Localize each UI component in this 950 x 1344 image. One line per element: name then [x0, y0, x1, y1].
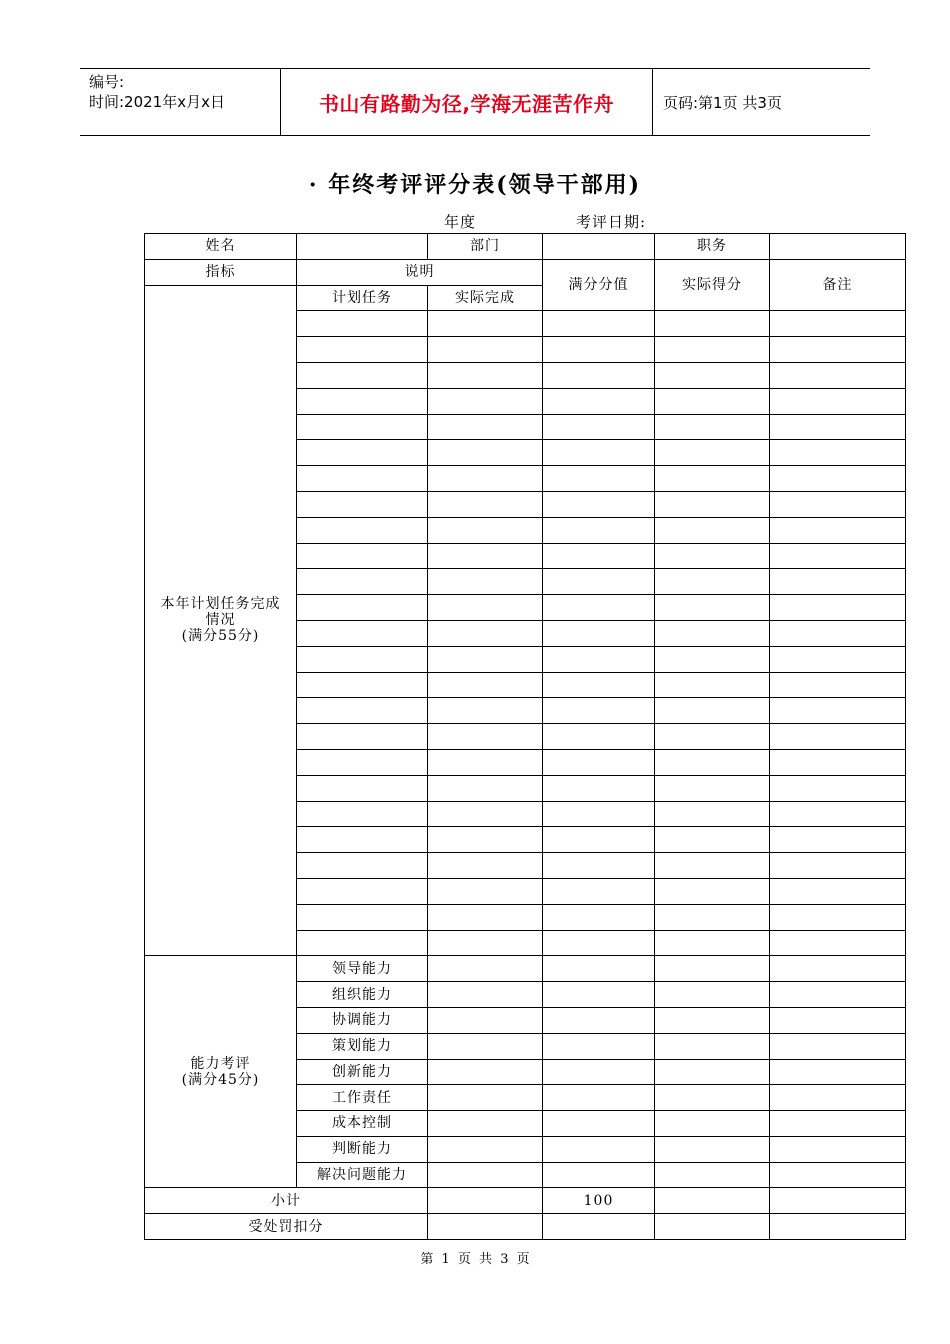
actual-score-cell[interactable]: [655, 466, 770, 492]
actual-done-cell[interactable]: [428, 362, 543, 388]
plan-task-cell[interactable]: [297, 595, 428, 621]
full-score-cell[interactable]: [543, 904, 655, 930]
subtotal-value: 100: [543, 1188, 655, 1214]
indicator-label: 指标: [145, 259, 297, 285]
plan-task-cell[interactable]: [297, 543, 428, 569]
actual-done-cell[interactable]: [428, 878, 543, 904]
actual-done-cell[interactable]: [428, 775, 543, 801]
actual-score-cell[interactable]: [655, 1085, 770, 1111]
table-row: [145, 234, 906, 260]
remark-cell[interactable]: [770, 620, 906, 646]
full-score-cell[interactable]: [543, 775, 655, 801]
ability-actual-cell[interactable]: [428, 1033, 543, 1059]
remark-cell[interactable]: [770, 853, 906, 879]
page-title: · 年终考评评分表(领导干部用): [308, 172, 642, 198]
subtotal-actual-cell[interactable]: [655, 1188, 770, 1214]
section-plan-line1: 本年计划任务完成: [160, 596, 281, 613]
remark-cell[interactable]: [770, 878, 906, 904]
actual-score-cell[interactable]: [655, 620, 770, 646]
actual-score-cell[interactable]: [655, 517, 770, 543]
actual-score-cell[interactable]: [655, 311, 770, 337]
full-score-cell[interactable]: [543, 930, 655, 956]
score-table: [144, 233, 906, 1240]
page-footer: 第 1 页 共 3 页: [420, 1252, 530, 1267]
plan-task-cell[interactable]: [297, 517, 428, 543]
remark-cell[interactable]: [770, 517, 906, 543]
ability-item-label: 组织能力: [297, 982, 428, 1008]
header-page-info: 页码:第1页 共3页: [663, 93, 782, 112]
actual-score-cell[interactable]: [655, 827, 770, 853]
actual-score-cell[interactable]: [655, 672, 770, 698]
plan-task-cell[interactable]: [297, 311, 428, 337]
actual-score-cell[interactable]: [655, 956, 770, 982]
review-date-label: 考评日期:: [576, 213, 647, 231]
full-score-cell[interactable]: [543, 440, 655, 466]
full-score-cell[interactable]: [543, 1162, 655, 1188]
actual-score-cell[interactable]: [655, 904, 770, 930]
remark-cell[interactable]: [770, 1007, 906, 1033]
remark-cell[interactable]: [770, 698, 906, 724]
full-score-cell[interactable]: [543, 982, 655, 1008]
remark-cell[interactable]: [770, 1059, 906, 1085]
actual-score-cell[interactable]: [655, 930, 770, 956]
section-plan-line3: (满分55分): [181, 628, 260, 645]
actual-done-cell[interactable]: [428, 930, 543, 956]
remark-cell[interactable]: [770, 724, 906, 750]
remark-label: 备注: [770, 259, 906, 311]
full-score-cell[interactable]: [543, 1059, 655, 1085]
full-score-cell[interactable]: [543, 749, 655, 775]
actual-score-cell[interactable]: [655, 698, 770, 724]
remark-cell[interactable]: [770, 595, 906, 621]
actual-score-cell[interactable]: [655, 853, 770, 879]
actual-score-label: 实际得分: [655, 259, 770, 311]
actual-score-cell[interactable]: [655, 1162, 770, 1188]
name-label: 姓名: [145, 234, 297, 260]
remark-cell[interactable]: [770, 827, 906, 853]
actual-score-cell[interactable]: [655, 440, 770, 466]
remark-cell[interactable]: [770, 311, 906, 337]
section-plan-line2: 情况: [205, 612, 236, 629]
actual-score-cell[interactable]: [655, 1059, 770, 1085]
full-score-cell[interactable]: [543, 543, 655, 569]
ability-item-label: 协调能力: [297, 1007, 428, 1033]
full-score-cell[interactable]: [543, 517, 655, 543]
remark-cell[interactable]: [770, 801, 906, 827]
actual-done-cell[interactable]: [428, 853, 543, 879]
plan-task-cell[interactable]: [297, 698, 428, 724]
year-label: 年度: [444, 213, 477, 231]
explain-label: 说明: [297, 259, 543, 285]
remark-cell[interactable]: [770, 1111, 906, 1137]
actual-done-cell[interactable]: [428, 904, 543, 930]
full-score-cell[interactable]: [543, 388, 655, 414]
ability-item-label: 成本控制: [297, 1111, 428, 1137]
table-row: [145, 1214, 906, 1240]
subtotal-label: 小计: [145, 1188, 428, 1214]
plan-task-cell[interactable]: [297, 620, 428, 646]
remark-cell[interactable]: [770, 388, 906, 414]
remark-cell[interactable]: [770, 646, 906, 672]
penalty-full-cell[interactable]: [543, 1214, 655, 1240]
full-score-label: 满分分值: [543, 259, 655, 311]
actual-score-cell[interactable]: [655, 543, 770, 569]
actual-done-cell[interactable]: [428, 801, 543, 827]
remark-cell[interactable]: [770, 491, 906, 517]
plan-task-cell[interactable]: [297, 466, 428, 492]
penalty-actual-cell[interactable]: [655, 1214, 770, 1240]
plan-task-cell[interactable]: [297, 414, 428, 440]
full-score-cell[interactable]: [543, 569, 655, 595]
ability-item-label: 创新能力: [297, 1059, 428, 1085]
actual-score-cell[interactable]: [655, 1111, 770, 1137]
full-score-cell[interactable]: [543, 466, 655, 492]
actual-score-cell[interactable]: [655, 724, 770, 750]
remark-cell[interactable]: [770, 1085, 906, 1111]
plan-task-cell[interactable]: [297, 440, 428, 466]
remark-cell[interactable]: [770, 672, 906, 698]
full-score-cell[interactable]: [543, 311, 655, 337]
remark-cell[interactable]: [770, 466, 906, 492]
full-score-cell[interactable]: [543, 595, 655, 621]
ability-actual-cell[interactable]: [428, 1059, 543, 1085]
subtotal-extra-cell[interactable]: [428, 1188, 543, 1214]
full-score-cell[interactable]: [543, 620, 655, 646]
remark-cell[interactable]: [770, 414, 906, 440]
actual-score-cell[interactable]: [655, 982, 770, 1008]
full-score-cell[interactable]: [543, 672, 655, 698]
full-score-cell[interactable]: [543, 698, 655, 724]
plan-task-cell[interactable]: [297, 878, 428, 904]
actual-done-cell[interactable]: [428, 466, 543, 492]
plan-task-cell[interactable]: [297, 569, 428, 595]
plan-task-cell[interactable]: [297, 491, 428, 517]
remark-cell[interactable]: [770, 362, 906, 388]
remark-cell[interactable]: [770, 440, 906, 466]
ability-item-label: 策划能力: [297, 1033, 428, 1059]
ability-actual-cell[interactable]: [428, 956, 543, 982]
actual-score-cell[interactable]: [655, 775, 770, 801]
ability-item-label: 解决问题能力: [297, 1162, 428, 1188]
full-score-cell[interactable]: [543, 362, 655, 388]
full-score-cell[interactable]: [543, 827, 655, 853]
position-label: 职务: [655, 234, 770, 260]
actual-score-cell[interactable]: [655, 362, 770, 388]
actual-done-cell[interactable]: [428, 388, 543, 414]
ability-actual-cell[interactable]: [428, 1007, 543, 1033]
ability-item-label: 判断能力: [297, 1136, 428, 1162]
plan-task-cell[interactable]: [297, 672, 428, 698]
actual-done-cell[interactable]: [428, 543, 543, 569]
name-value-cell[interactable]: [297, 234, 428, 260]
plan-task-cell[interactable]: [297, 801, 428, 827]
table-row: [145, 956, 906, 982]
table-row: [145, 1188, 906, 1214]
actual-done-cell[interactable]: [428, 440, 543, 466]
full-score-cell[interactable]: [543, 1085, 655, 1111]
plan-task-cell[interactable]: [297, 827, 428, 853]
ability-item-label: 工作责任: [297, 1085, 428, 1111]
remark-cell[interactable]: [770, 775, 906, 801]
ability-actual-cell[interactable]: [428, 1085, 543, 1111]
plan-task-cell[interactable]: [297, 646, 428, 672]
table-row: [145, 259, 906, 285]
actual-score-cell[interactable]: [655, 749, 770, 775]
actual-done-cell[interactable]: [428, 517, 543, 543]
actual-score-cell[interactable]: [655, 646, 770, 672]
actual-score-cell[interactable]: [655, 491, 770, 517]
remark-cell[interactable]: [770, 904, 906, 930]
plan-task-cell[interactable]: [297, 930, 428, 956]
actual-score-cell[interactable]: [655, 1033, 770, 1059]
plan-task-cell[interactable]: [297, 724, 428, 750]
full-score-cell[interactable]: [543, 646, 655, 672]
remark-cell[interactable]: [770, 337, 906, 363]
section-ability-line2: (满分45分): [181, 1071, 260, 1088]
full-score-cell[interactable]: [543, 414, 655, 440]
actual-done-cell[interactable]: [428, 827, 543, 853]
actual-done-cell[interactable]: [428, 311, 543, 337]
actual-done-cell[interactable]: [428, 414, 543, 440]
full-score-cell[interactable]: [543, 853, 655, 879]
remark-cell[interactable]: [770, 1136, 906, 1162]
plan-task-cell[interactable]: [297, 775, 428, 801]
plan-task-cell[interactable]: [297, 904, 428, 930]
full-score-cell[interactable]: [543, 1111, 655, 1137]
remark-cell[interactable]: [770, 543, 906, 569]
plan-task-cell[interactable]: [297, 362, 428, 388]
plan-task-cell[interactable]: [297, 853, 428, 879]
full-score-cell[interactable]: [543, 1033, 655, 1059]
position-value-cell[interactable]: [770, 234, 906, 260]
full-score-cell[interactable]: [543, 337, 655, 363]
actual-done-cell[interactable]: [428, 491, 543, 517]
full-score-cell[interactable]: [543, 956, 655, 982]
number-label: 编号:: [89, 73, 125, 91]
plan-task-label: 计划任务: [297, 285, 428, 311]
full-score-cell[interactable]: [543, 1136, 655, 1162]
time-label: 时间:2021年x月x日: [89, 93, 225, 111]
ability-actual-cell[interactable]: [428, 1111, 543, 1137]
full-score-cell[interactable]: [543, 1007, 655, 1033]
actual-score-cell[interactable]: [655, 878, 770, 904]
actual-done-cell[interactable]: [428, 569, 543, 595]
actual-score-cell[interactable]: [655, 801, 770, 827]
penalty-remark-cell[interactable]: [770, 1214, 906, 1240]
ability-actual-cell[interactable]: [428, 982, 543, 1008]
header-motto: 书山有路勤为径,学海无涯苦作舟: [281, 69, 653, 135]
actual-done-cell[interactable]: [428, 724, 543, 750]
actual-done-cell[interactable]: [428, 672, 543, 698]
document-header: [80, 68, 870, 136]
plan-task-cell[interactable]: [297, 388, 428, 414]
actual-score-cell[interactable]: [655, 337, 770, 363]
actual-done-cell[interactable]: [428, 620, 543, 646]
actual-done-cell[interactable]: [428, 337, 543, 363]
subtotal-remark-cell[interactable]: [770, 1188, 906, 1214]
header-meta: [80, 69, 281, 135]
actual-score-cell[interactable]: [655, 414, 770, 440]
full-score-cell[interactable]: [543, 724, 655, 750]
actual-done-cell[interactable]: [428, 595, 543, 621]
plan-task-cell[interactable]: [297, 749, 428, 775]
actual-done-label: 实际完成: [428, 285, 543, 311]
actual-score-cell[interactable]: [655, 569, 770, 595]
dept-label: 部门: [428, 234, 543, 260]
section-plan-tasks: [145, 285, 297, 956]
full-score-cell[interactable]: [543, 801, 655, 827]
penalty-extra-cell[interactable]: [428, 1214, 543, 1240]
actual-done-cell[interactable]: [428, 698, 543, 724]
plan-task-cell[interactable]: [297, 337, 428, 363]
section-ability-line1: 能力考评: [190, 1055, 251, 1072]
full-score-cell[interactable]: [543, 878, 655, 904]
remark-cell[interactable]: [770, 1162, 906, 1188]
section-ability: [145, 956, 297, 1188]
actual-score-cell[interactable]: [655, 595, 770, 621]
actual-score-cell[interactable]: [655, 388, 770, 414]
remark-cell[interactable]: [770, 982, 906, 1008]
remark-cell[interactable]: [770, 569, 906, 595]
ability-item-label: 领导能力: [297, 956, 428, 982]
remark-cell[interactable]: [770, 749, 906, 775]
remark-cell[interactable]: [770, 1033, 906, 1059]
ability-actual-cell[interactable]: [428, 1162, 543, 1188]
actual-done-cell[interactable]: [428, 646, 543, 672]
full-score-cell[interactable]: [543, 491, 655, 517]
actual-score-cell[interactable]: [655, 1007, 770, 1033]
remark-cell[interactable]: [770, 930, 906, 956]
actual-score-cell[interactable]: [655, 1136, 770, 1162]
remark-cell[interactable]: [770, 956, 906, 982]
penalty-label: 受处罚扣分: [145, 1214, 428, 1240]
ability-actual-cell[interactable]: [428, 1136, 543, 1162]
actual-done-cell[interactable]: [428, 749, 543, 775]
dept-value-cell[interactable]: [543, 234, 655, 260]
